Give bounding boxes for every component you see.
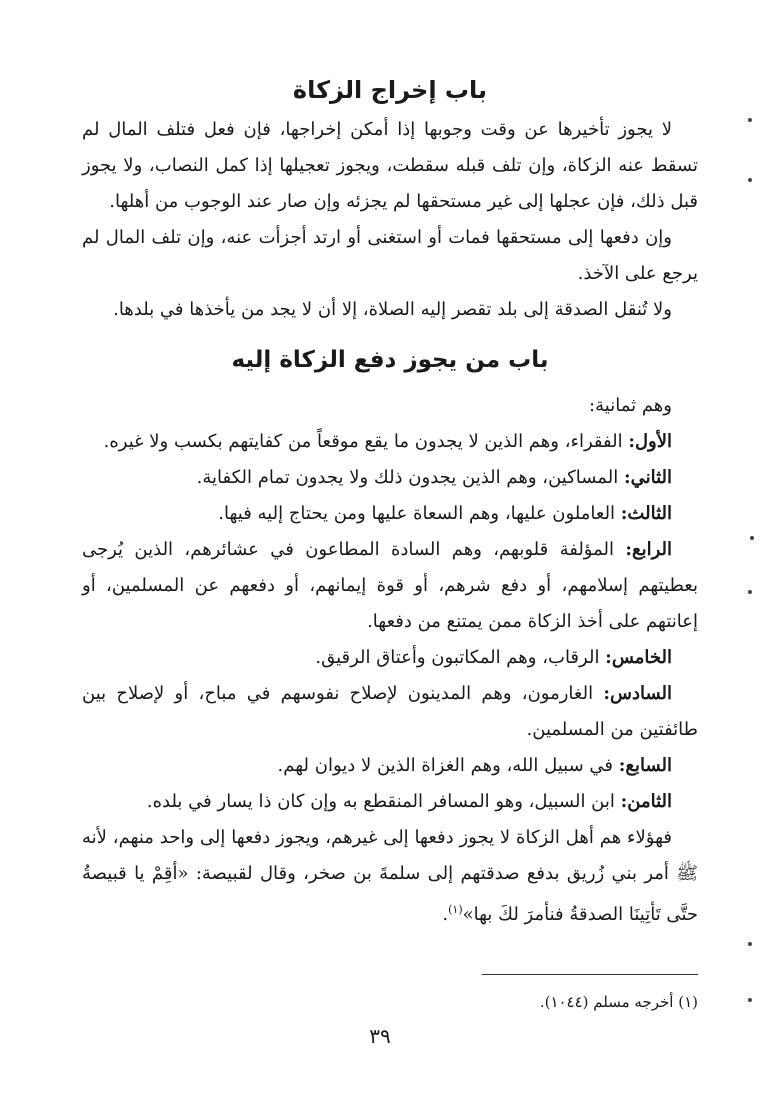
margin-mark — [748, 590, 752, 594]
paragraph: ولا تُنقل الصدقة إلى بلد تقصر إليه الصلاة، إلا أن لا يجد من يأخذها في بلدها. — [113, 299, 672, 320]
paragraph: وإن دفعها إلى مستحقها فمات أو استغنى أو ارتد أجزأت عنه، وإن تلف المال لم يرجع على الآخذ. — [82, 227, 698, 284]
item-label: الثامن: — [620, 791, 672, 812]
item-text: الرقاب، وهم المكاتبون وأعتاق الرقيق. — [315, 647, 606, 668]
section-title-zakat-recipients: باب من يجوز دفع الزكاة إليه — [231, 347, 549, 373]
item-text: الغارمون، وهم المدينون لإصلاح نفوسهم في مباح، أو لإصلاح بين طائفتين من المسلمين. — [82, 683, 698, 740]
list-item — [82, 532, 698, 640]
list-item — [82, 676, 698, 748]
list-item — [82, 748, 698, 784]
list-item — [82, 640, 698, 676]
item-label: الرابع: — [625, 539, 672, 560]
item-text: الفقراء، وهم الذين لا يجدون ما يقع موقعاً من كفايتهم بكسب ولا غيره. — [103, 431, 629, 452]
margin-mark — [750, 536, 754, 540]
paragraph: لا يجوز تأخيرها عن وقت وجوبها إذا أمكن إخراجها، فإن فعل فتلف المال لم تسقط عنه الزكاة، وإن تلف قبله سقطت، ويجوز تعجيلها إذا كمل النصاب، ولا يجوز قبل ذلك، فإن عجلها إلى غير مستحقها لم يجزئه وإن صار عند الوجوب من أهلها. — [82, 119, 698, 212]
list-item — [82, 496, 698, 532]
closing-end: . — [442, 904, 449, 925]
margin-mark — [748, 178, 752, 182]
margin-mark — [748, 118, 752, 122]
page-number: ٣٩ — [369, 1024, 391, 1048]
section-title-zakat-payment: باب إخراج الزكاة — [292, 76, 488, 104]
intro-line: وهم ثمانية: — [589, 395, 672, 416]
item-text: في سبيل الله، وهم الغزاة الذين لا ديوان لهم. — [277, 755, 619, 776]
margin-mark — [748, 942, 752, 946]
item-label: السادس: — [603, 683, 672, 704]
footnote: (١) أخرجه مسلم (١٠٤٤). — [539, 993, 698, 1011]
list-item — [82, 784, 698, 820]
item-text: ابن السبيل، وهو المسافر المنقطع به وإن كان ذا يسار في بلده. — [146, 791, 621, 812]
item-label: الثاني: — [623, 467, 672, 488]
list-item — [82, 460, 698, 496]
margin-mark — [748, 998, 752, 1002]
item-text: المؤلفة قلوبهم، وهم السادة المطاعون في عشائرهم، الذين يُرجى بعطيتهم إسلامهم، أو دفع شرهم، أو قوة إيمانهم، أو دفعهم عن المسلمين، أو إعانتهم على أخذ الزكاة ممن يمتنع من دفعها. — [82, 539, 698, 632]
item-label: الخامس: — [605, 647, 672, 668]
page-body — [82, 70, 698, 933]
item-text: المساكين، وهم الذين يجدون ذلك ولا يجدون تمام الكفاية. — [196, 467, 624, 488]
item-text: العاملون عليها، وهم السعاة عليها ومن يحتاج إليه فيها. — [218, 503, 621, 524]
list-item — [82, 424, 698, 460]
item-label: السابع: — [618, 755, 672, 776]
footnote-reference[interactable]: (١) — [448, 903, 463, 916]
closing-text: فهؤلاء هم أهل الزكاة لا يجوز دفعها إلى غيرهم، ويجوز دفعها إلى واحد منهم، لأنه ﷺ أمر بني زُريق بدفع صدقتهم إلى سلمةَ بن صخر، وقال لقبيصة: «أقِمْ يا قبيصةُ حتَّى تَأتِينَا الصدقةُ فنأمرَ لكَ بها» — [82, 827, 698, 925]
item-label: الأول: — [628, 431, 672, 452]
item-label: الثالث: — [620, 503, 672, 524]
closing-paragraph — [82, 820, 698, 933]
footnote-separator — [482, 974, 698, 975]
